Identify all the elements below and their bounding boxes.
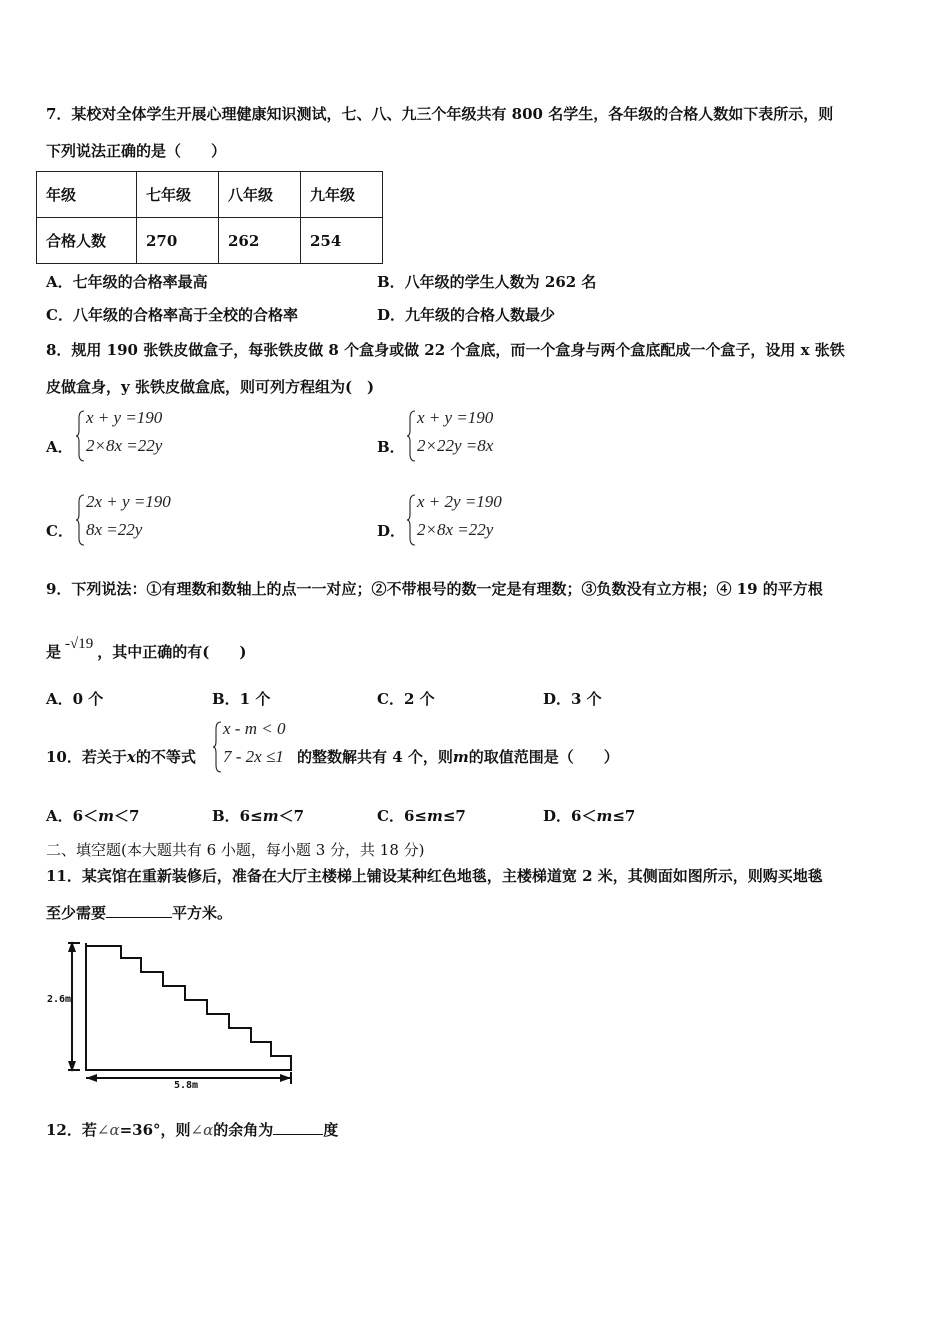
answer-blank [273,1120,323,1135]
equation-line: x + y =190 [86,408,163,427]
q8-option-b-system [407,408,547,464]
brace-icon [76,492,86,548]
q9-line2-post: ，其中正确的有( ) [97,643,247,661]
table-cell: 270 [137,218,219,264]
q11-line2-post: 平方米。 [172,904,233,922]
q10-option-a [46,805,139,826]
inequality-line: 7 - 2x ≤1 [223,747,284,766]
equation-line: 2x + y =190 [86,492,171,511]
q12-angle: ∠α [96,1121,120,1139]
q7-table-header-row [37,172,383,218]
equation-line: x + 2y =190 [417,492,502,511]
q9-stem-line2 [46,636,247,662]
q12-mid: =36°，则 [119,1121,191,1139]
height-label: 2.6m [47,994,72,1005]
width-label: 5.8m [174,1080,199,1090]
q7-stem-line2: 下列说法正确的是（ ） [46,142,227,160]
q9-option-d: D．3 个 [543,690,602,708]
section-2-title: 二、填空题(本大题共有 6 小题，每小题 3 分，共 18 分) [46,841,425,859]
q8-option-b-label: B． [377,438,405,456]
option-text: ≤7 [612,807,636,825]
q7-option-b: B．八年级的学生人数为 262 名 [377,273,597,291]
q9-line2-pre: 是 [46,643,62,661]
q8-option-c-label: C． [46,522,73,540]
table-cell: 年级 [37,172,137,218]
option-text: A．6＜ [46,807,99,825]
q12-stem [46,1119,338,1140]
option-var: m [426,807,443,825]
q9-math-neg-sqrt19: -√19 [65,636,94,652]
arrow-left-icon [86,1074,97,1082]
q8-option-d-system [407,492,547,548]
q8-stem-line2: 皮做盒身，y 张铁皮做盒底，则可列方程组为( ) [46,378,375,396]
option-text: D．6＜ [543,807,597,825]
q11-stem-line1: 11．某宾馆在重新装修后，准备在大厅主楼梯上铺设某种红色地毯，主楼梯道宽 2 米，其侧面如图所示，则购买地毯 [46,867,823,885]
brace-icon [407,408,417,464]
table-cell: 七年级 [137,172,219,218]
q12-post: 的余角为 [213,1121,274,1139]
equation-line: 2×8x =22y [86,436,163,455]
equation-line: 8x =22y [86,520,143,539]
table-cell: 254 [301,218,383,264]
q8-stem-line1: 8．规用 190 张铁皮做盒子，每张铁皮做 8 个盒身或做 22 个盒底，而一个盒身与两个盒底配成一个盒子，设用 x 张铁 [46,341,845,359]
equation-line: 2×22y =8x [417,436,494,455]
q12-angle: ∠α [190,1121,214,1139]
brace-icon [76,408,86,464]
q10-pre: 10．若关于 [46,748,127,766]
option-var: m [98,807,114,825]
q11-line2-pre: 至少需要 [46,904,107,922]
inequality-line: x - m < 0 [223,719,286,738]
q10-option-c [377,805,466,826]
equation-line: x + y =190 [417,408,494,427]
q10-option-b [212,805,304,826]
q10-mid: 的不等式 [135,748,196,766]
q8-option-c-system [76,492,216,548]
q9-option-a: A．0 个 [46,690,104,708]
staircase-outline [86,943,291,1070]
staircase-figure [44,938,304,1090]
q12-pre: 12．若 [46,1121,97,1139]
option-text: ＜7 [278,807,304,825]
table-cell: 八年级 [219,172,301,218]
q9-stem-line1: 9．下列说法：①有理数和数轴上的点一一对应；②不带根号的数一定是有理数；③负数没有立方根；④ 19 的平方根 [46,580,823,598]
q10-stem [46,746,196,767]
option-text: ＜7 [113,807,140,825]
option-var: m [262,807,279,825]
q8-option-a-system [76,408,216,464]
q9-option-b: B．1 个 [212,690,271,708]
q10-var-x: x [126,748,136,766]
q9-option-c: C．2 个 [377,690,435,708]
q7-option-d: D．九年级的合格人数最少 [377,306,556,324]
answer-blank [106,903,172,918]
brace-icon [407,492,417,548]
option-var: m [596,807,613,825]
q10-inequality-system [213,719,301,775]
q10-stem-tail [297,746,619,767]
arrow-right-icon [280,1074,291,1082]
q7-option-a: A．七年级的合格率最高 [46,273,208,291]
brace-icon [213,719,223,775]
q8-option-a-label: A． [46,438,73,456]
q7-option-c: C．八年级的合格率高于全校的合格率 [46,306,298,324]
equation-line: 2×8x =22y [417,520,494,539]
option-text: C．6≤ [377,807,427,825]
q7-stem-line1: 7．某校对全体学生开展心理健康知识测试，七、八、九三个年级共有 800 名学生，各年级的合格人数如下表所示，则 [46,105,834,123]
q10-post2: 的取值范围是（ ） [468,748,619,766]
q10-option-d [543,805,635,826]
q12-unit: 度 [323,1121,339,1139]
q11-stem-line2 [46,902,232,923]
table-cell: 262 [219,218,301,264]
q10-post1: 的整数解共有 4 个，则 [297,748,453,766]
q7-table [36,171,383,264]
table-cell: 合格人数 [37,218,137,264]
option-text: ≤7 [442,807,466,825]
option-text: B．6≤ [212,807,263,825]
table-cell: 九年级 [301,172,383,218]
q8-option-d-label: D． [377,522,406,540]
q10-var-m: m [452,748,469,766]
q7-table-data-row [37,218,383,264]
